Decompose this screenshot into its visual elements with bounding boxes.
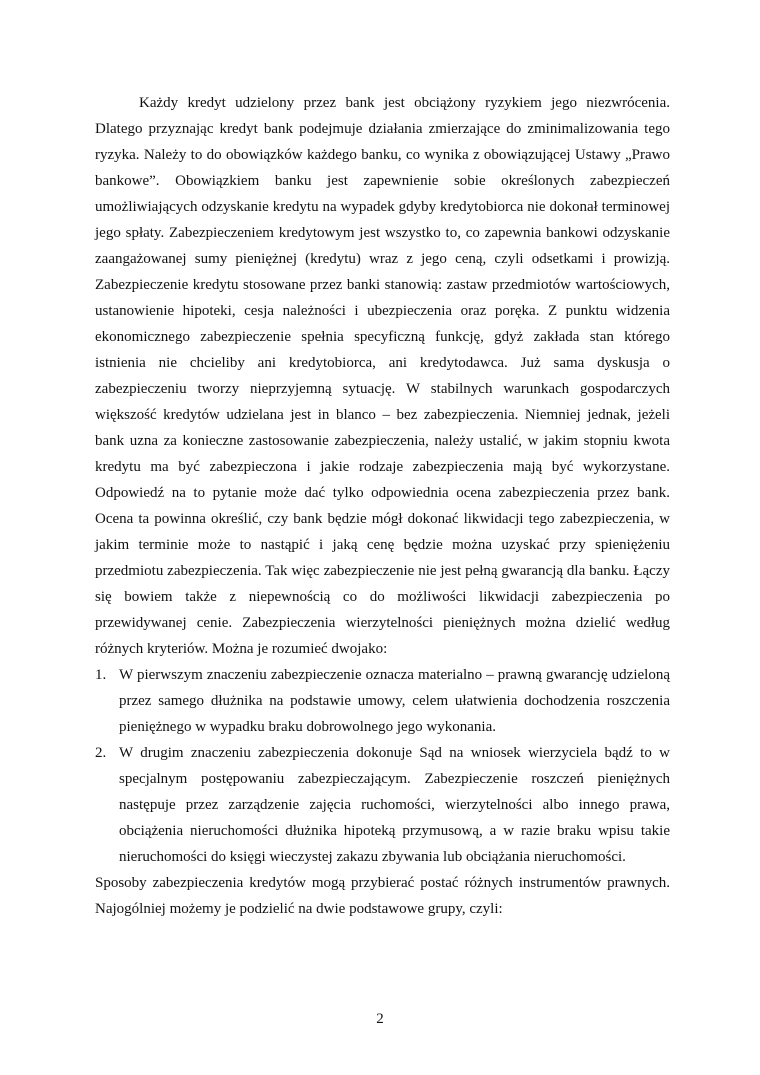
list-item	[95, 740, 670, 870]
list-item-text: W pierwszym znaczeniu zabezpieczenie oznacza materialno – prawną gwarancję udzieloną przez samego dłużnika na podstawie umowy, celem ułatwienia dochodzenia roszczenia pieniężnego w wypadku braku dobrowolnego jego wykonania.	[119, 667, 670, 735]
list-item-number: 1.	[95, 667, 107, 683]
page-number: 2	[376, 1011, 384, 1027]
list-item-number: 2.	[95, 745, 107, 761]
list-item	[95, 662, 670, 740]
list-item-text: W drugim znaczeniu zabezpieczenia dokonuje Sąd na wniosek wierzyciela bądź to w specjalnym postępowaniu zabezpieczającym. Zabezpieczenie roszczeń pieniężnych następuje przez zarządzenie zajęcia ruchomości, wierzytelności albo innego prawa, obciążenia nieruchomości dłużnika hipoteką przymusową, a w razie braku wpisu takie nieruchomości do księgi wieczystej zakazu zbywania lub obciążania nieruchomości.	[119, 745, 670, 865]
page-body	[95, 90, 670, 922]
numbered-list	[95, 662, 670, 870]
main-paragraph: Każdy kredyt udzielony przez bank jest obciążony ryzykiem jego niezwrócenia. Dlatego przyznając kredyt bank podejmuje działania zmierzające do zminimalizowania tego ryzyka. Należy to do obowiązków każdego banku, co wynika z obowiązującej Ustawy „Prawo bankowe”. Obowiązkiem banku jest zapewnienie sobie określonych zabezpieczeń umożliwiających odzyskanie kredytu na wypadek gdyby kredytobiorca nie dokonał terminowej jego spłaty. Zabezpieczeniem kredytowym jest wszystko to, co zapewnia bankowi odzyskanie zaangażowanej sumy pieniężnej (kredytu) wraz z jego ceną, czyli odsetkami i prowizją. Zabezpieczenie kredytu stosowane przez banki stanowią: zastaw przedmiotów wartościowych, ustanowienie hipoteki, cesja należności i ubezpieczenia oraz poręka. Z punktu widzenia ekonomicznego zabezpieczenie spełnia specyficzną funkcję, gdyż zakłada stan którego istnienia nie chcieliby ani kredytobiorca, ani kredytodawca. Już sama dyskusja o zabezpieczeniu tworzy nieprzyjemną sytuację. W stabilnych warunkach gospodarczych większość kredytów udzielana jest in blanco – bez zabezpieczenia. Niemniej jednak, jeżeli bank uzna za konieczne zastosowanie zabezpieczenia, należy ustalić, w jakim stopniu kwota kredytu ma być zabezpieczona i jakie rodzaje zabezpieczenia mają być wykorzystane. Odpowiedź na to pytanie może dać tylko odpowiednia ocena zabezpieczenia przez bank. Ocena ta powinna określić, czy bank będzie mógł dokonać likwidacji tego zabezpieczenia, w jakim terminie może to nastąpić i jaką cenę będzie można uzyskać przy spieniężeniu przedmiotu zabezpieczenia. Tak więc zabezpieczenie nie jest pełną gwarancją dla banku. Łączy się bowiem także z niepewnością co do możliwości likwidacji zabezpieczenia po przewidywanej cenie. Zabezpieczenia wierzytelności pieniężnych można dzielić według różnych kryteriów. Można je rozumieć dwojako:	[95, 95, 670, 657]
closing-paragraph: Sposoby zabezpieczenia kredytów mogą przybierać postać różnych instrumentów prawnych. Najogólniej możemy je podzielić na dwie podstawowe grupy, czyli:	[95, 875, 670, 917]
